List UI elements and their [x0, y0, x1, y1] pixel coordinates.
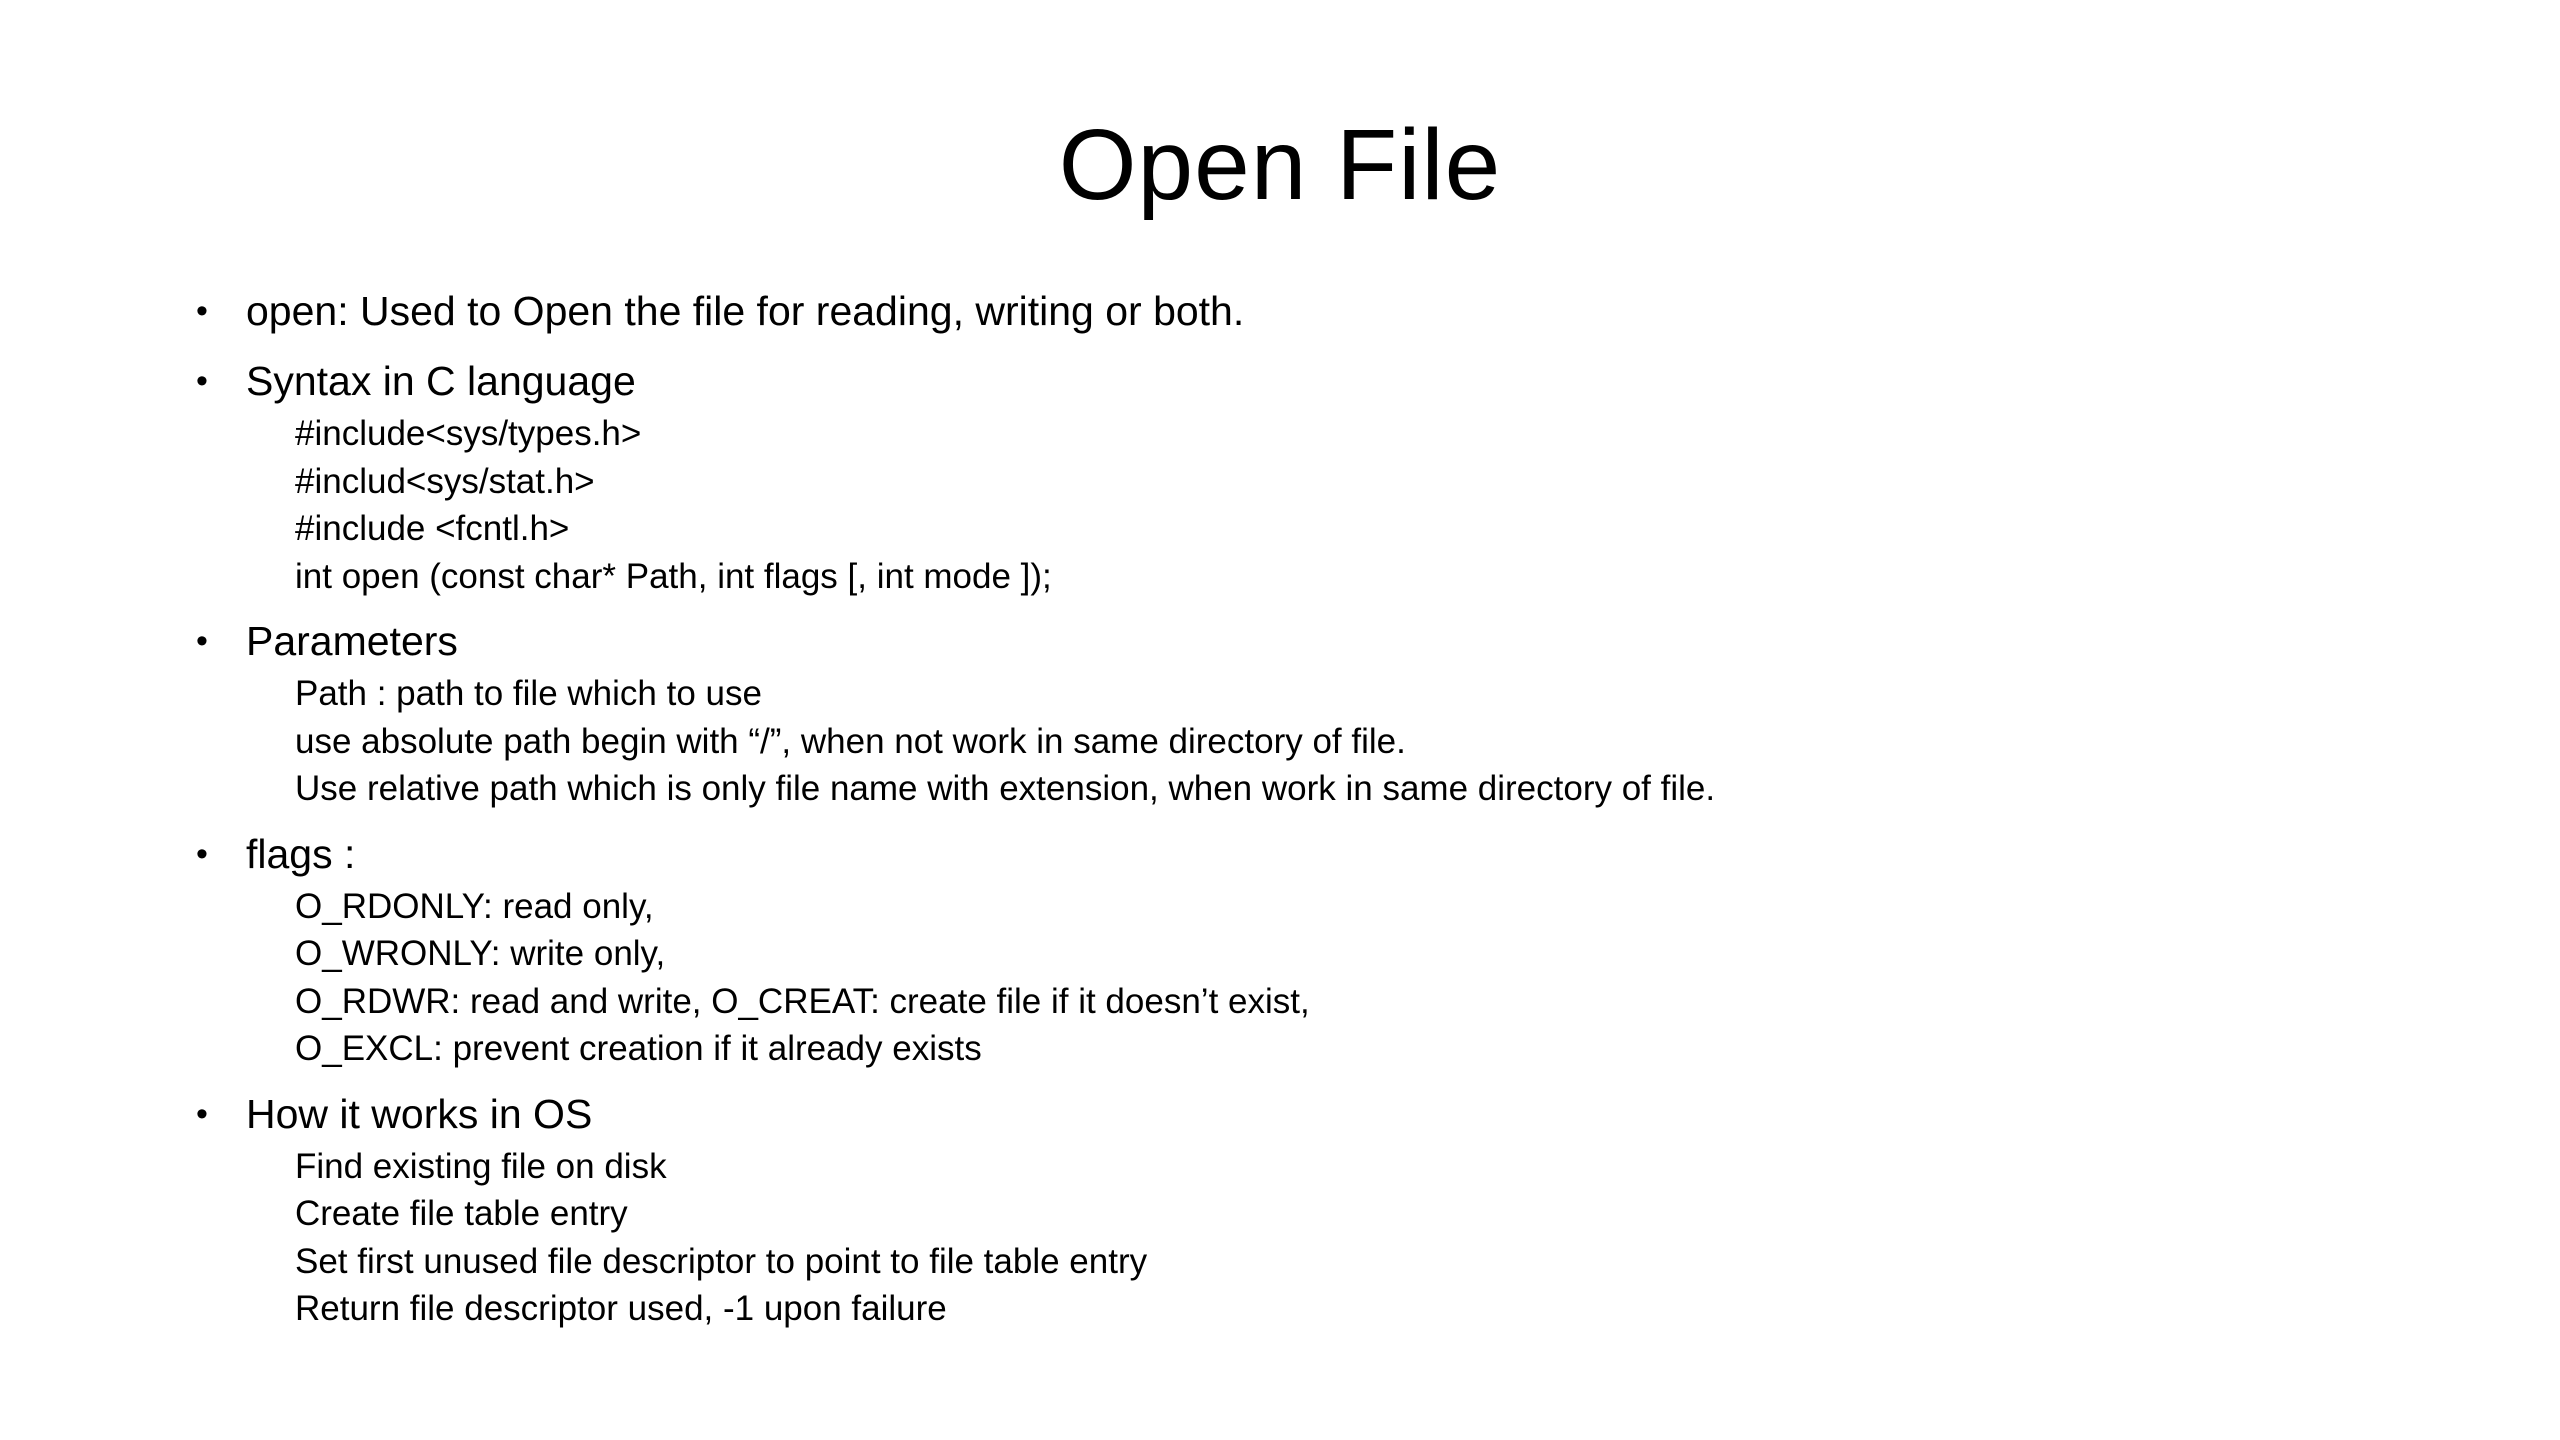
- sub-line: int open (const char* Path, int flags [, int mode ]);: [295, 556, 1052, 596]
- sub-line: O_WRONLY: write only,: [295, 934, 666, 973]
- sub-line: #includ<sys/stat.h>: [295, 461, 595, 501]
- bullet-heading-text: flags :: [246, 830, 356, 877]
- slide-title: Open File: [1058, 109, 1502, 221]
- bullet-dot-icon: •: [196, 292, 208, 330]
- bullet-heading: [196, 352, 2396, 410]
- bullet-heading: [196, 1085, 2396, 1143]
- bullet-dot-icon: •: [196, 834, 208, 873]
- bullet-dot-icon: •: [196, 1094, 208, 1133]
- sub-line: Find existing file on disk: [295, 1146, 667, 1186]
- sub-line: O_EXCL: prevent creation if it already exists: [295, 1029, 982, 1068]
- bullet-heading: [196, 612, 2396, 670]
- bullet-heading: [196, 825, 2396, 883]
- sub-line: O_RDONLY: read only,: [295, 886, 654, 926]
- sub-line: #include <fcntl.h>: [295, 509, 570, 548]
- sub-line: use absolute path begin with “/”, when not work in same directory of file.: [295, 721, 1406, 761]
- bullet-how-it-works: [196, 1085, 2396, 1333]
- bullet-heading: [196, 282, 2396, 340]
- bullet-syntax: [196, 352, 2396, 600]
- bullet-heading-text: Syntax in C language: [246, 358, 636, 404]
- sub-line: #include<sys/types.h>: [295, 414, 642, 453]
- sub-line: Use relative path which is only file name with extension, when work in same directory of file.: [295, 769, 1716, 808]
- bullet-heading-text: How it works in OS: [246, 1090, 593, 1137]
- bullet-parameters: [196, 612, 2396, 813]
- bullet-flags: [196, 825, 2396, 1073]
- sub-line: O_RDWR: read and write, O_CREAT: create file if it doesn’t exist,: [295, 981, 1310, 1021]
- bullet-open: [196, 282, 2396, 340]
- sub-line: Create file table entry: [295, 1194, 628, 1233]
- bullet-heading-text: open: Used to Open the file for reading, writing or both.: [246, 288, 1245, 334]
- sub-line: Path : path to file which to use: [295, 674, 762, 713]
- sub-line: Set first unused file descriptor to point to file table entry: [295, 1241, 1148, 1281]
- slide-content: [196, 282, 2396, 1345]
- bullet-dot-icon: •: [196, 622, 208, 660]
- sub-line: Return file descriptor used, -1 upon failure: [295, 1289, 947, 1328]
- bullet-dot-icon: •: [196, 362, 208, 400]
- bullet-heading-text: Parameters: [246, 618, 458, 664]
